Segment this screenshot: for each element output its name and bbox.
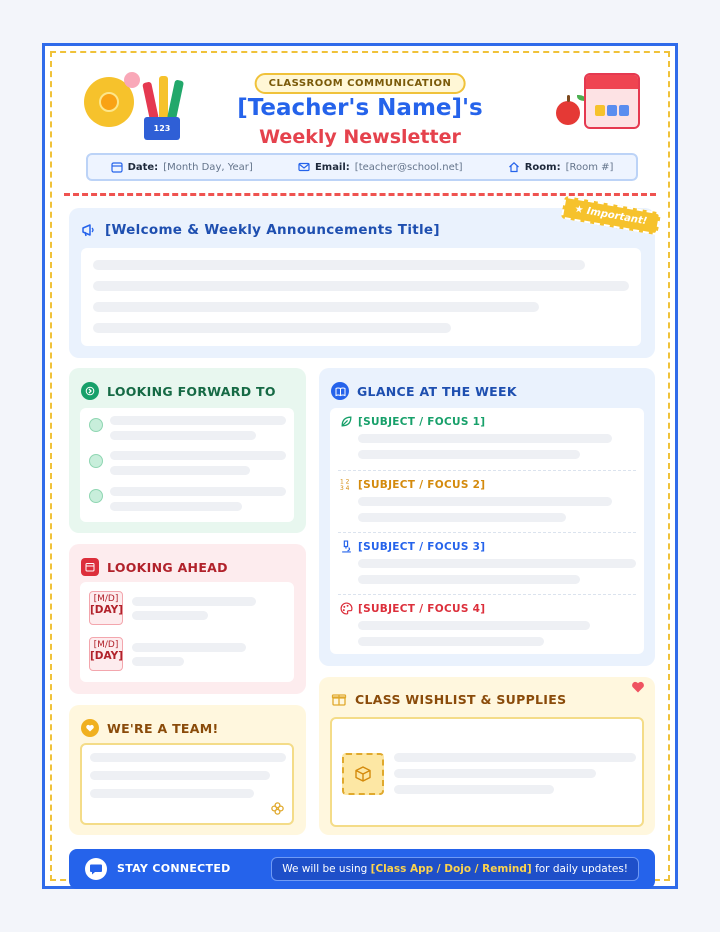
leaf-icon (340, 415, 353, 428)
glance-title: GLANCE AT THE WEEK (357, 383, 517, 399)
box-icon (342, 753, 384, 795)
welcome-content (81, 248, 641, 346)
info-date: Date: [Month Day, Year] (111, 161, 253, 173)
glance-week-card (319, 368, 655, 666)
list-bullet (89, 418, 103, 432)
subject-row: [SUBJECT / FOCUS 3] (338, 532, 636, 594)
microscope-icon (340, 540, 353, 553)
info-email: Email: [teacher@school.net] (298, 161, 463, 173)
app-name: [Class App / Dojo / Remind] (370, 863, 532, 875)
wishlist-card (319, 677, 655, 835)
svg-text:1 2: 1 2 (340, 478, 350, 486)
ahead-list (80, 582, 294, 682)
room-value: [Room #] (565, 161, 614, 173)
palette-icon (340, 602, 353, 615)
welcome-title: [Welcome & Weekly Announcements Title] (105, 222, 440, 238)
important-tag: ★ Important! (561, 196, 661, 236)
newsletter-frame (50, 51, 670, 881)
wishlist-title: CLASS WISHLIST & SUPPLIES (355, 691, 567, 707)
gift-icon (331, 691, 347, 707)
info-room: Room: [Room #] (508, 161, 614, 173)
forward-title: LOOKING FORWARD TO (107, 383, 276, 399)
glance-subjects (330, 408, 644, 654)
subject-row: [SUBJECT / FOCUS 1] (338, 408, 636, 470)
looking-forward-card (69, 368, 306, 533)
heart-badge-icon (81, 719, 99, 737)
looking-ahead-card (69, 544, 306, 694)
team-title: WE'RE A TEAM! (107, 720, 219, 736)
header (52, 53, 668, 203)
megaphone-icon (81, 222, 97, 238)
subject-row: [SUBJECT / FOCUS 4] (338, 594, 636, 656)
newsletter-page (42, 43, 678, 889)
arrow-right-icon (81, 382, 99, 400)
chat-icon (85, 858, 107, 880)
header-badge: CLASSROOM COMMUNICATION (255, 73, 466, 94)
stay-connected-bar (69, 849, 655, 889)
svg-text:3 4: 3 4 (340, 484, 350, 491)
date-chip: [M/D] [DAY] (89, 637, 123, 671)
team-card (69, 705, 306, 835)
footer-title: STAY CONNECTED (117, 862, 231, 875)
welcome-card (69, 203, 655, 358)
list-bullet (89, 454, 103, 468)
page-title: [Teacher's Name]'s (237, 95, 483, 121)
info-bar (86, 153, 638, 181)
decor-dot (124, 72, 140, 88)
school-calendar-icon (584, 73, 640, 129)
date-value: [Month Day, Year] (163, 161, 253, 173)
subject-row: 1 2 3 4 [SUBJECT / FOCUS 2] (338, 470, 636, 532)
team-content (80, 743, 294, 825)
wishlist-content (330, 717, 644, 827)
date-chip: [M/D] [DAY] (89, 591, 123, 625)
email-value: [teacher@school.net] (354, 161, 463, 173)
footer-message: We will be using [Class App / Dojo / Remind] for daily updates! (271, 857, 639, 881)
number-block: 123 (144, 117, 180, 140)
book-icon (331, 382, 349, 400)
numbers-icon (340, 478, 353, 491)
forward-list (80, 408, 294, 522)
apple-icon (556, 101, 580, 125)
heart-icon (631, 680, 645, 694)
mail-icon (298, 161, 310, 173)
ahead-title: LOOKING AHEAD (107, 559, 228, 575)
calendar-icon (111, 161, 123, 173)
home-icon (508, 161, 520, 173)
calendar-icon (81, 558, 99, 576)
page-subtitle: Weekly Newsletter (259, 126, 461, 148)
flower-icon (271, 802, 284, 815)
list-bullet (89, 489, 103, 503)
